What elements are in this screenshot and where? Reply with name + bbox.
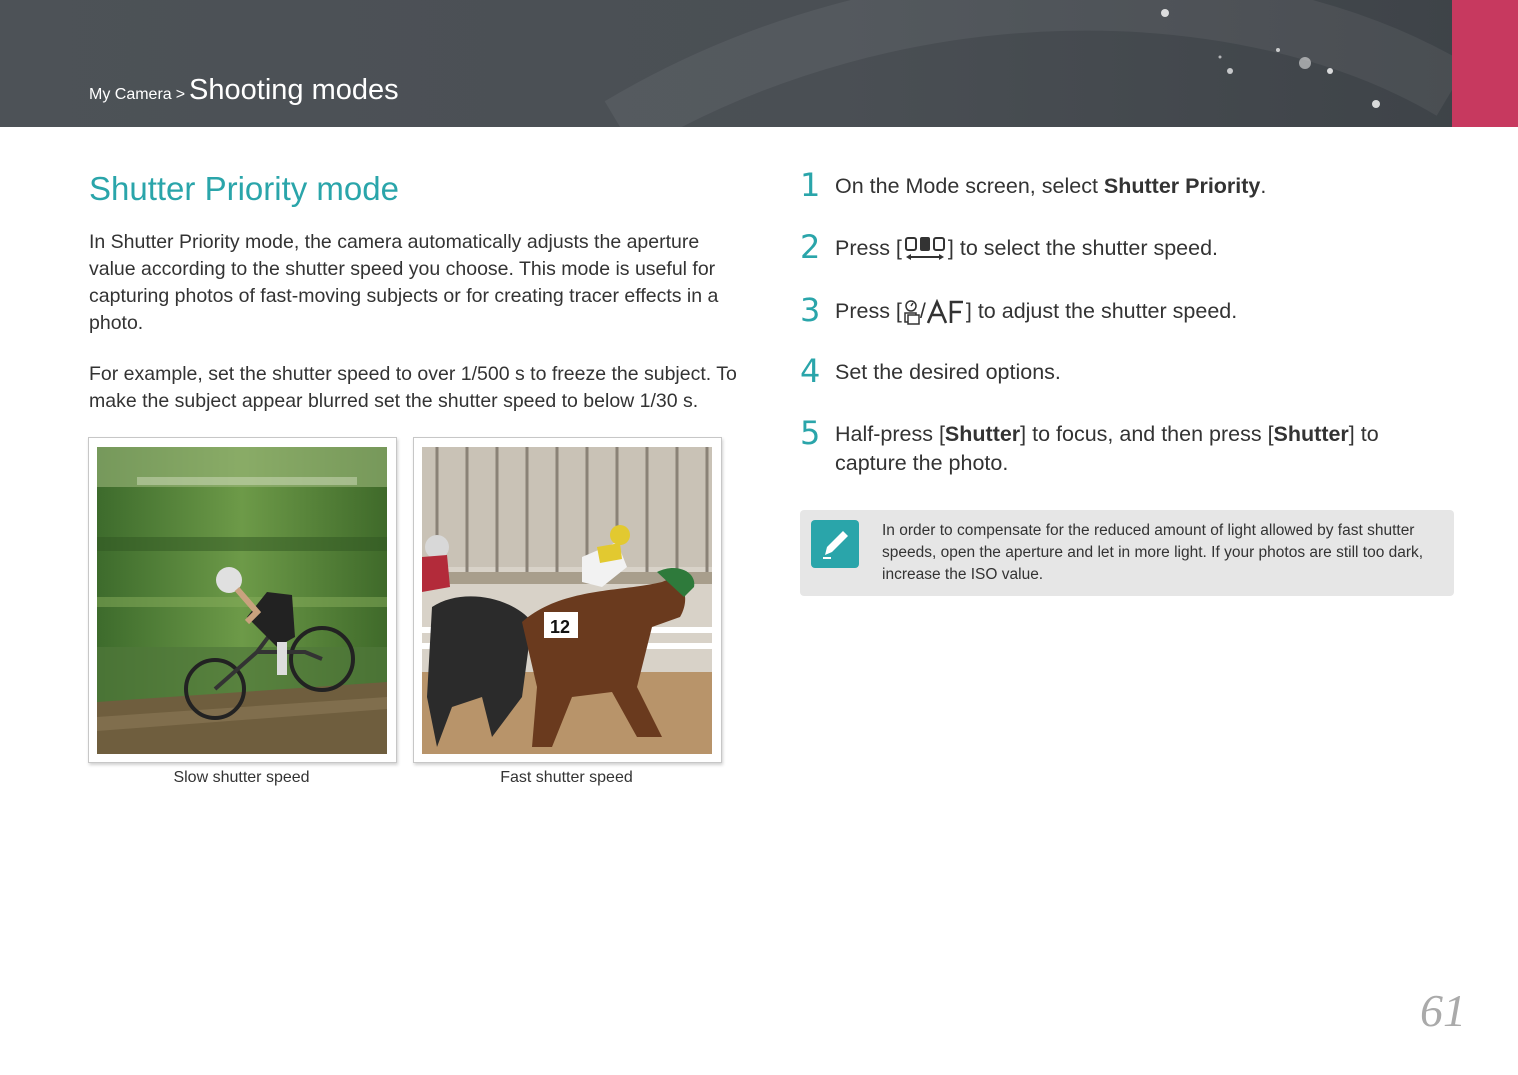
breadcrumb-current: Shooting modes [189, 74, 399, 106]
step-text: On the Mode screen, select Shutter Priority. [835, 174, 1267, 198]
breadcrumb [89, 74, 399, 107]
step-number: 4 [800, 352, 821, 390]
pencil-note-icon [811, 520, 859, 568]
drive-timer-icon [902, 299, 920, 325]
svg-text:12: 12 [550, 617, 571, 637]
step-text: Half-press [Shutter] to focus, and then press [Shutter] to capture the photo. [835, 422, 1379, 475]
note-text: In order to compensate for the reduced amount of light allowed by fast shutter speeds, open the aperture and let in more light. If your photos are still too dark, increase the ISO value. [882, 522, 1424, 583]
caption-fast: Fast shutter speed [500, 769, 633, 786]
photo-frame-fast [413, 437, 722, 763]
mountain-bike-photo [97, 447, 387, 754]
step-number: 1 [800, 166, 821, 204]
breadcrumb-parent[interactable]: My Camera [89, 86, 172, 103]
breadcrumb-separator: > [175, 86, 186, 103]
intro-paragraph: In Shutter Priority mode, the camera automatically adjusts the aperture value according to the shutter speed you choose. This mode is useful for capturing photos of fast-moving subjects or for creating tracer effects in a photo. [89, 231, 719, 334]
photo-frame-slow [88, 437, 397, 763]
page-number: 61 [1420, 985, 1466, 1036]
af-icon [926, 299, 966, 325]
example-paragraph: For example, set the shutter speed to over 1/500 s to freeze the subject. To make the subject appear blurred set the shutter speed to below 1/30 s. [89, 363, 737, 412]
section-title: Shutter Priority mode [89, 170, 399, 207]
step-text: Set the desired options. [835, 360, 1061, 384]
step-number: 2 [800, 228, 821, 266]
step-number: 5 [800, 414, 821, 452]
step-text: Press [ ] to select the shutter speed. [835, 234, 1435, 263]
page-header [0, 0, 1518, 127]
menu-option-label: Shutter Priority [1103, 174, 1261, 198]
step-number: 3 [800, 291, 821, 329]
shutter-label: Shutter [1273, 422, 1349, 446]
header-decoration [0, 0, 1518, 127]
header-accent-tab [1452, 0, 1518, 127]
note-box [800, 510, 1454, 596]
dial-icon [902, 235, 948, 263]
caption-slow: Slow shutter speed [173, 769, 310, 786]
horse-race-photo [422, 447, 712, 754]
shutter-label: Shutter [944, 422, 1021, 446]
step-text: Press [ / ] to adjust the shutter speed. [835, 297, 1435, 326]
